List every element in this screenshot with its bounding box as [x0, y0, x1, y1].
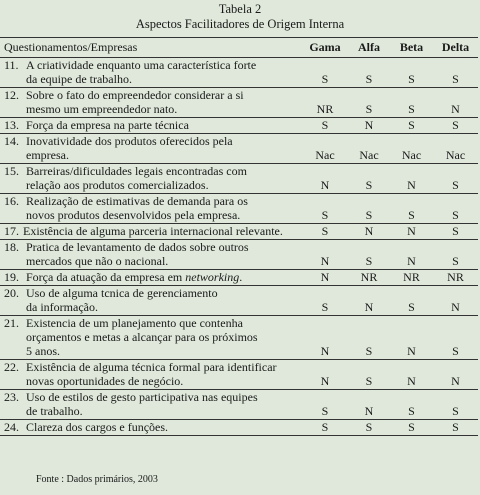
- question-line: da equipe de trabalho.: [26, 72, 132, 86]
- question-number: 24.: [4, 420, 19, 434]
- value-cell-delta: NR: [433, 270, 478, 286]
- question-text: [26, 194, 296, 222]
- question-line: Inovatividade dos produtos oferecidos pela: [26, 134, 233, 148]
- question-number: 17.: [4, 224, 19, 238]
- table-number: Tabela 2: [218, 2, 262, 16]
- question-text: [26, 134, 296, 162]
- question-text: [26, 316, 296, 358]
- question-line: Sobre o fato do empreendedor considerar a si: [26, 88, 244, 102]
- question-line: Existência de alguma técnica formal para identificar: [26, 360, 277, 374]
- value-cell-beta: S: [390, 286, 433, 316]
- value-cell-alfa: S: [348, 420, 390, 436]
- table-row: [0, 270, 478, 286]
- question-cell: [0, 134, 302, 164]
- value-cell-gama: N: [302, 360, 348, 390]
- table-row: [0, 390, 478, 420]
- value-cell-gama: S: [302, 420, 348, 436]
- question-cell: [0, 88, 302, 118]
- question-text: [26, 270, 296, 284]
- value-cell-alfa: S: [348, 240, 390, 270]
- value-cell-alfa: S: [348, 58, 390, 88]
- header-delta: Delta: [433, 38, 478, 58]
- question-cell: [0, 390, 302, 420]
- value-cell-delta: S: [433, 224, 478, 240]
- question-cell: [0, 270, 302, 286]
- value-cell-beta: S: [390, 58, 433, 88]
- value-cell-gama: S: [302, 118, 348, 134]
- header-gama: Gama: [302, 38, 348, 58]
- question-line: novas oportunidades de negócio.: [26, 374, 184, 388]
- value-cell-gama: Nac: [302, 134, 348, 164]
- value-cell-alfa: S: [348, 164, 390, 194]
- header-beta: Beta: [390, 38, 433, 58]
- value-cell-delta: N: [433, 88, 478, 118]
- question-text: [26, 420, 296, 434]
- question-line: mercados que não o nacional.: [26, 254, 169, 268]
- question-line: Barreiras/dificuldades legais encontradas com: [26, 164, 247, 178]
- question-number: 22.: [4, 360, 19, 374]
- value-cell-delta: S: [433, 420, 478, 436]
- value-cell-alfa: N: [348, 390, 390, 420]
- value-cell-alfa: N: [348, 286, 390, 316]
- value-cell-delta: S: [433, 194, 478, 224]
- question-line: Força da atuação da empresa em networking.: [26, 270, 243, 284]
- value-cell-alfa: NR: [348, 270, 390, 286]
- value-cell-beta: Nac: [390, 134, 433, 164]
- value-cell-gama: N: [302, 240, 348, 270]
- table-caption: [0, 0, 480, 32]
- table-row: [0, 224, 478, 240]
- value-cell-gama: N: [302, 270, 348, 286]
- value-cell-beta: N: [390, 224, 433, 240]
- question-line: Força da empresa na parte técnica: [26, 118, 189, 132]
- question-cell: [0, 316, 302, 360]
- value-cell-delta: N: [433, 286, 478, 316]
- question-line: Clareza dos cargos e funções.: [26, 420, 169, 434]
- source-note: Fonte : Dados primários, 2003: [36, 474, 158, 485]
- question-number: 18.: [4, 240, 19, 254]
- question-text: [26, 118, 296, 132]
- table-row: [0, 360, 478, 390]
- table-row: [0, 88, 478, 118]
- value-cell-alfa: S: [348, 88, 390, 118]
- value-cell-delta: Nac: [433, 134, 478, 164]
- value-cell-gama: S: [302, 224, 348, 240]
- table-title: Aspectos Facilitadores de Origem Interna: [135, 17, 345, 31]
- question-line: Existência de alguma parceria internacional relevante.: [23, 224, 283, 238]
- table-row: [0, 286, 478, 316]
- question-line: novos produtos desenvolvidos pela empresa.: [26, 208, 241, 222]
- value-cell-beta: N: [390, 240, 433, 270]
- table-row: [0, 420, 478, 436]
- question-text: [23, 224, 299, 238]
- question-cell: [0, 118, 302, 134]
- question-line: Pratica de levantamento de dados sobre outros: [26, 240, 249, 254]
- value-cell-gama: S: [302, 390, 348, 420]
- question-cell: [0, 58, 302, 88]
- question-number: 12.: [4, 88, 19, 102]
- value-cell-alfa: S: [348, 194, 390, 224]
- value-cell-gama: N: [302, 316, 348, 360]
- question-number: 23.: [4, 390, 19, 404]
- value-cell-gama: S: [302, 194, 348, 224]
- table-header-row: [0, 38, 478, 58]
- question-line: A criatividade enquanto uma característica forte: [26, 58, 257, 72]
- question-number: 21.: [4, 316, 19, 330]
- question-cell: [0, 224, 302, 240]
- table-body: [0, 58, 478, 436]
- value-cell-delta: S: [433, 240, 478, 270]
- question-line: da informação.: [26, 300, 98, 314]
- value-cell-delta: S: [433, 58, 478, 88]
- table-row: [0, 118, 478, 134]
- value-cell-beta: N: [390, 316, 433, 360]
- value-cell-gama: N: [302, 164, 348, 194]
- value-cell-gama: S: [302, 58, 348, 88]
- value-cell-delta: S: [433, 316, 478, 360]
- value-cell-delta: S: [433, 118, 478, 134]
- question-cell: [0, 240, 302, 270]
- question-line: Uso de estilos de gesto participativa nas equipes: [26, 390, 258, 404]
- value-cell-alfa: Nac: [348, 134, 390, 164]
- value-cell-beta: S: [390, 420, 433, 436]
- table-row: [0, 134, 478, 164]
- header-question: Questionamentos/Empresas: [0, 38, 302, 58]
- question-line: 5 anos.: [26, 344, 60, 358]
- question-number: 14.: [4, 134, 19, 148]
- question-cell: [0, 286, 302, 316]
- question-text: [26, 390, 296, 418]
- question-text: [26, 88, 296, 116]
- question-number: 16.: [4, 194, 19, 208]
- value-cell-gama: NR: [302, 88, 348, 118]
- question-line: de trabalho.: [26, 404, 83, 418]
- question-line: Existencia de um planejamento que contenha: [26, 316, 243, 330]
- question-text: [26, 240, 296, 268]
- question-cell: [0, 360, 302, 390]
- table-row: [0, 58, 478, 88]
- value-cell-delta: S: [433, 390, 478, 420]
- value-cell-alfa: S: [348, 316, 390, 360]
- value-cell-beta: N: [390, 360, 433, 390]
- question-number: 15.: [4, 164, 19, 178]
- question-number: 13.: [4, 118, 19, 132]
- question-text: [26, 360, 296, 388]
- table-row: [0, 194, 478, 224]
- value-cell-beta: S: [390, 390, 433, 420]
- header-alfa: Alfa: [348, 38, 390, 58]
- table-row: [0, 240, 478, 270]
- value-cell-beta: S: [390, 118, 433, 134]
- table-row: [0, 316, 478, 360]
- question-text: [26, 164, 296, 192]
- question-cell: [0, 194, 302, 224]
- value-cell-delta: N: [433, 360, 478, 390]
- table-row: [0, 164, 478, 194]
- value-cell-beta: N: [390, 164, 433, 194]
- question-number: 20.: [4, 286, 19, 300]
- question-text: [26, 286, 296, 314]
- value-cell-beta: S: [390, 88, 433, 118]
- question-line: orçamentos e metas a alcançar para os próximos: [26, 330, 258, 344]
- question-line: Uso de alguma tcnica de gerenciamento: [26, 286, 218, 300]
- question-cell: [0, 164, 302, 194]
- question-text: [26, 58, 296, 86]
- italic-term: networking: [185, 270, 240, 284]
- question-cell: [0, 420, 302, 436]
- value-cell-alfa: N: [348, 118, 390, 134]
- question-number: 11.: [4, 58, 19, 72]
- value-cell-beta: NR: [390, 270, 433, 286]
- question-line: Realização de estimativas de demanda para os: [26, 194, 248, 208]
- facilitators-table: [0, 37, 478, 436]
- question-line: mesmo um empreendedor nato.: [26, 102, 178, 116]
- question-number: 19.: [4, 270, 19, 284]
- value-cell-delta: S: [433, 164, 478, 194]
- value-cell-beta: S: [390, 194, 433, 224]
- question-line: empresa.: [26, 148, 69, 162]
- value-cell-alfa: N: [348, 224, 390, 240]
- value-cell-alfa: S: [348, 360, 390, 390]
- question-line: relação aos produtos comercializados.: [26, 178, 209, 192]
- value-cell-gama: S: [302, 286, 348, 316]
